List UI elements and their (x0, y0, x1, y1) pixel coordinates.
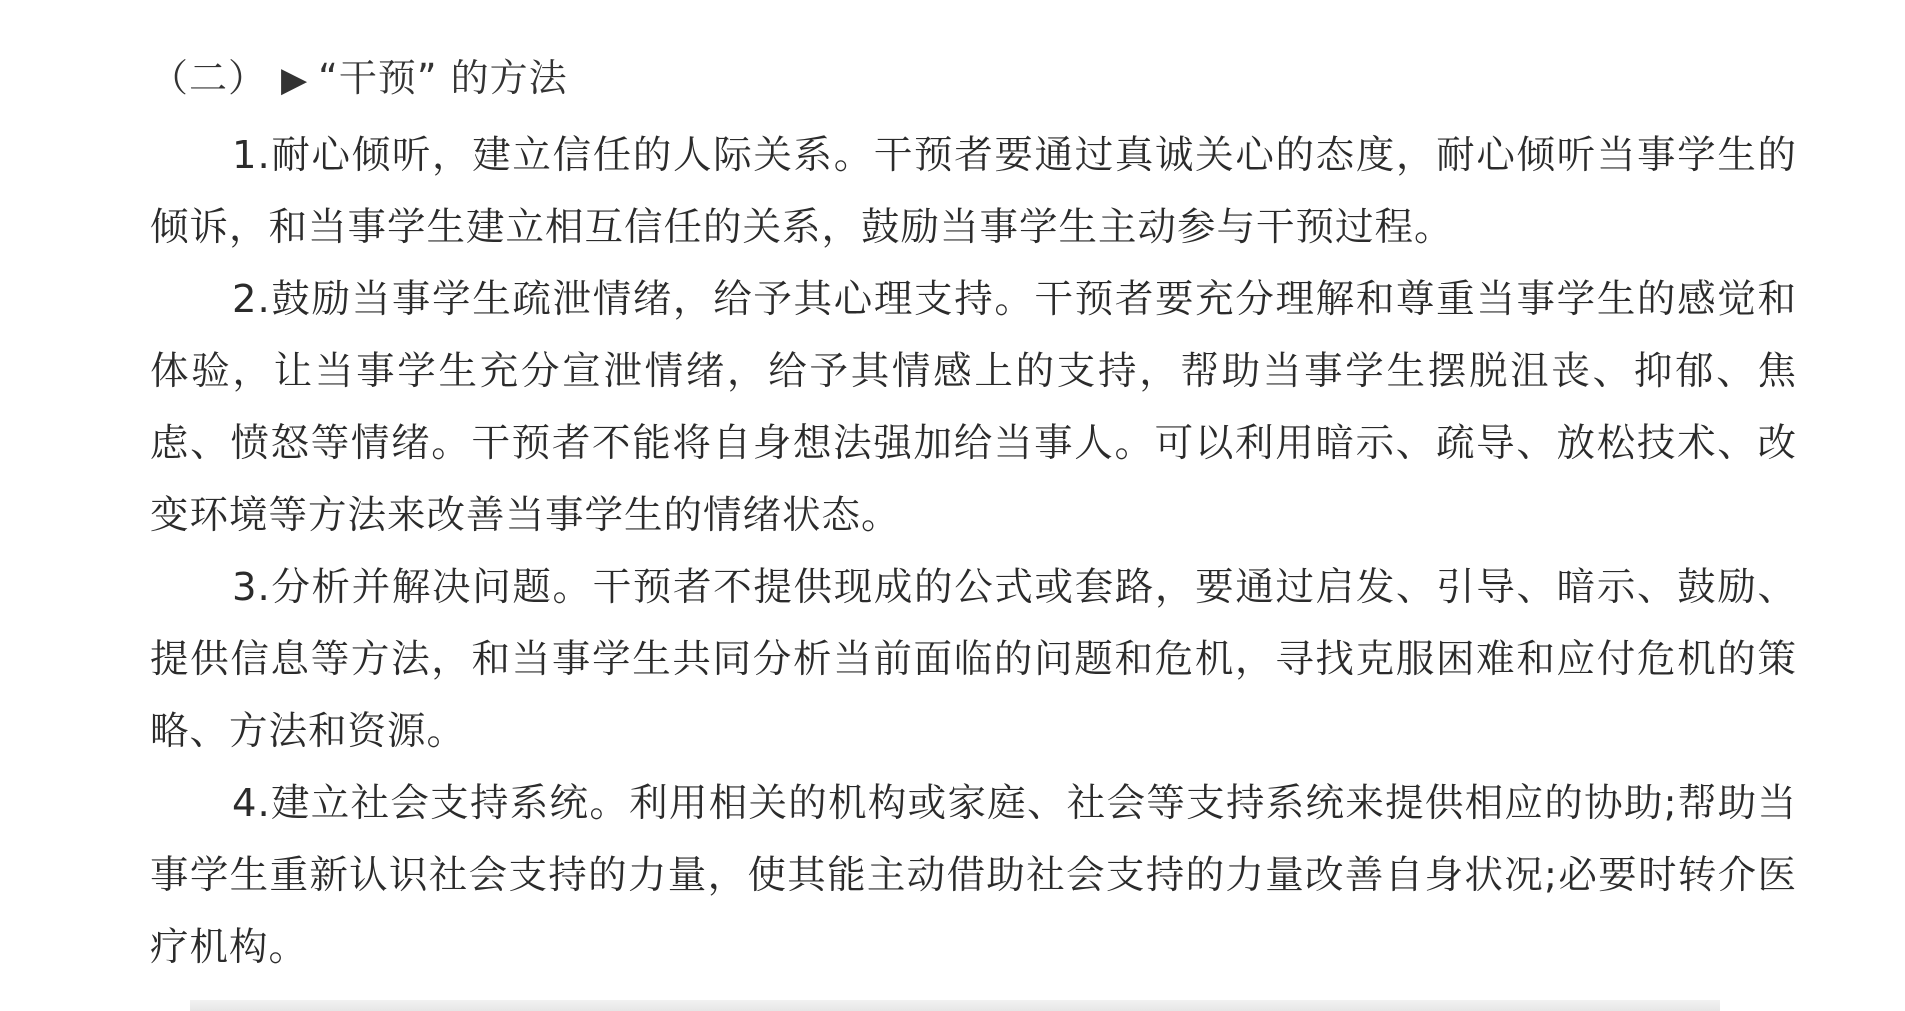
paragraph-social-support: 4.建立社会支持系统。利用相关的机构或家庭、社会等支持系统来提供相应的协助;帮助当事学生重新认识社会支持的力量，使其能主动借助社会支持的力量改善自身状况;必要时转介医疗机构。 (150, 781, 1797, 970)
section-number: （二） (150, 56, 268, 100)
paragraph-listening: 1.耐心倾听，建立信任的人际关系。干预者要通过真诚关心的态度，耐心倾听当事学生的倾诉，和当事学生建立相互信任的关系，鼓励当事学生主动参与干预过程。 (150, 133, 1797, 250)
play-arrow-icon: ▶ (281, 60, 309, 100)
paragraph-emotional-support: 2.鼓励当事学生疏泄情绪，给予其心理支持。干预者要充分理解和尊重当事学生的感觉和体验，让当事学生充分宣泄情绪，给予其情感上的支持，帮助当事学生摆脱沮丧、抑郁、焦虑、愤怒等情绪。干预者不能将自身想法强加给当事人。可以利用暗示、疏导、放松技术、改变环境等方法来改善当事学生的情绪状态。 (150, 277, 1797, 538)
section-heading (150, 42, 1797, 114)
section-title: “干预” 的方法 (318, 56, 568, 100)
paragraph-problem-solving: 3.分析并解决问题。干预者不提供现成的公式或套路，要通过启发、引导、暗示、鼓励、提供信息等方法，和当事学生共同分析当前面临的问题和危机，寻找克服困难和应付危机的策略、方法和资源。 (150, 565, 1797, 754)
page-bottom-edge (190, 1000, 1720, 1011)
